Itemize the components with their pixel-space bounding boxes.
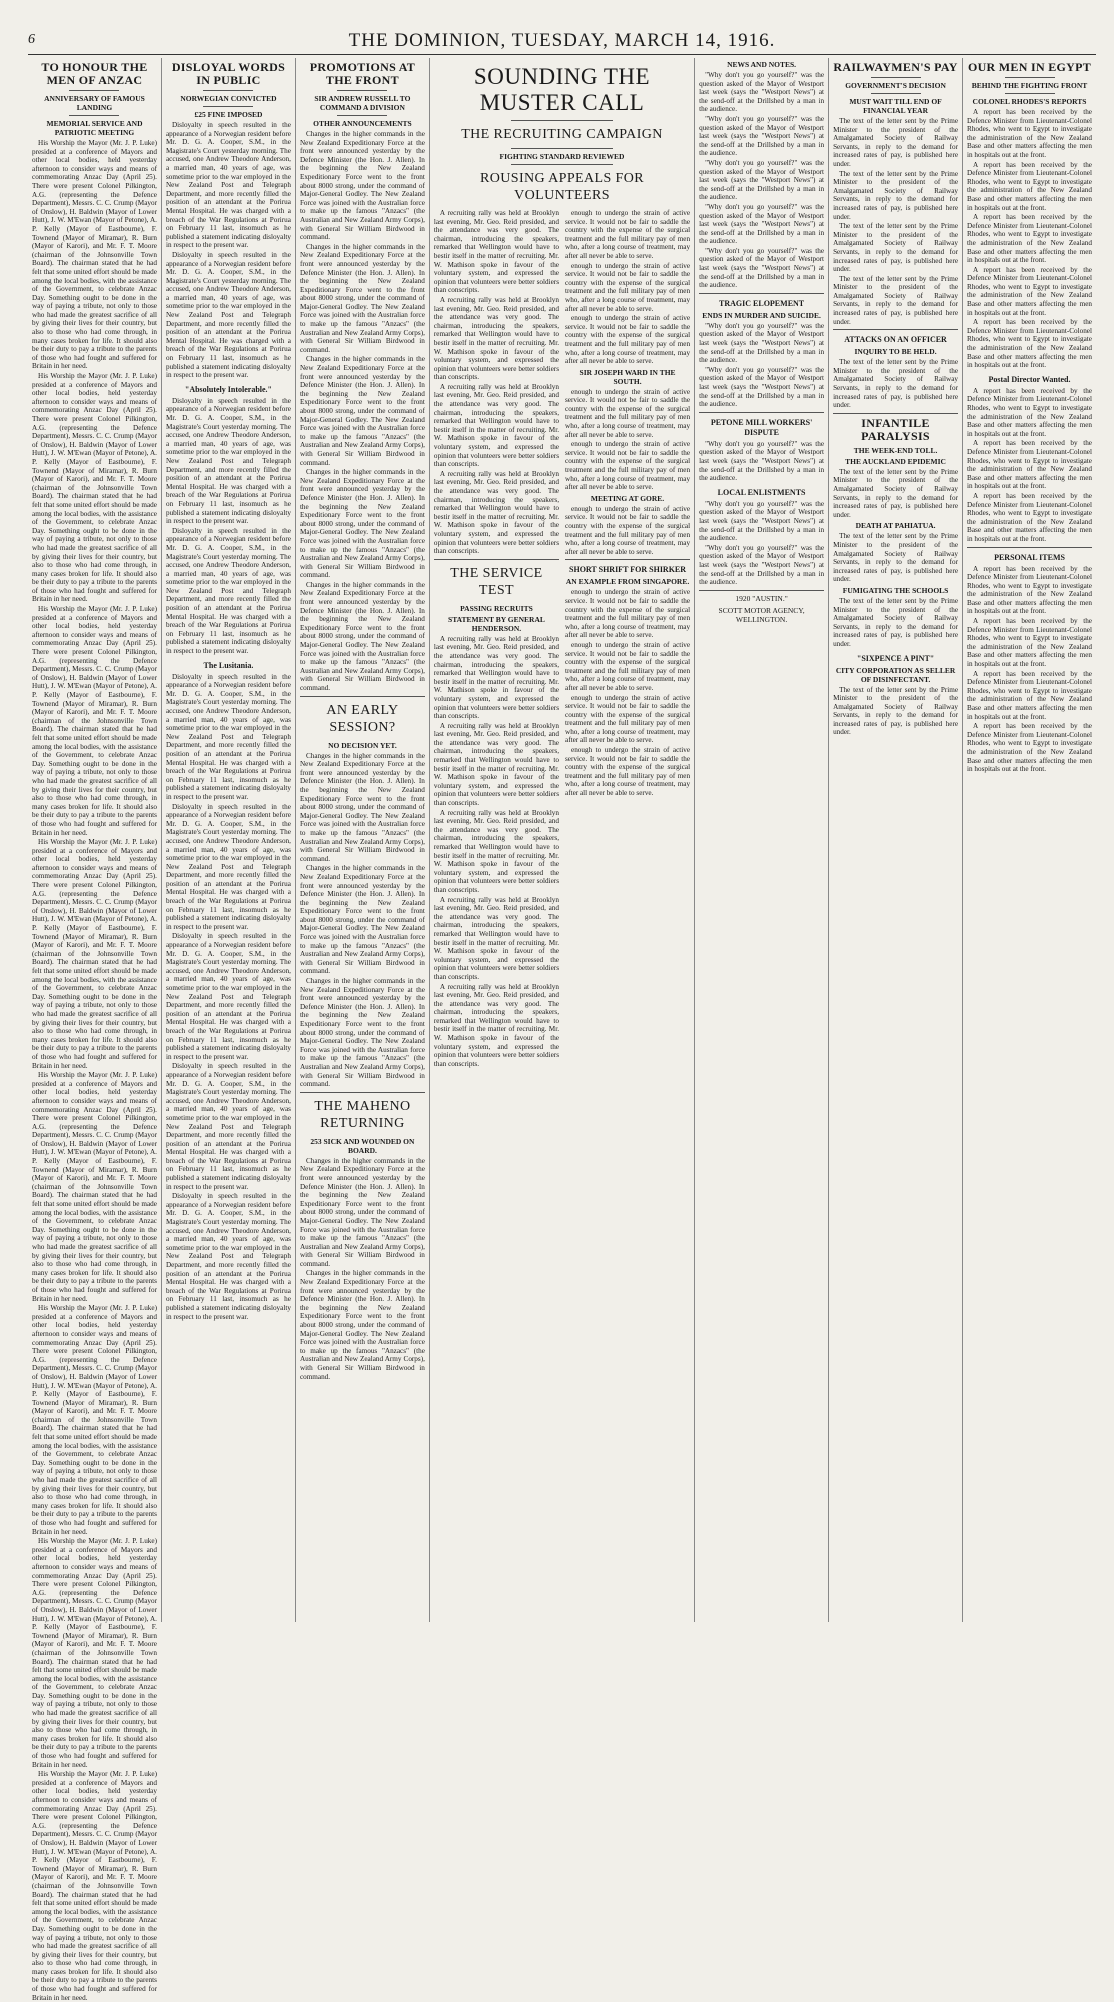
subhead-russell: SIR ANDREW RUSSELL TO COMMAND A DIVISION [314,94,411,112]
article-body: Disloyalty in speech resulted in the appearance of a Norwegian resident before Mr. D. G. A. Cooper, S.M., in the Magistrate's Court yesterday morning. The accused, one Andrew Theodore Anderson, a married man, 40 years of age, was sometime prior to the war employed in the New Zealand Post and Telegraph Department, and more recently filled the position of an attendant at the Porirua Mental Hospital. He was charged with a breach of the War Regulations at Porirua on February 11 last, insomuch as he published a statement indicating disloyalty in respect to the present war. [165,121,291,250]
subhead-singapore: AN EXAMPLE FROM SINGAPORE. [565,577,690,587]
subhead-henderson: STATEMENT BY GENERAL HENDERSON. [448,614,545,633]
article-body: The text of the letter sent by the Prime Minister to the president of the Amalgamated Society of Railway Servants, in reply to the demand for increased rates of pay, is published here under. [833,169,959,221]
article-body: "Why don't you go yourself?" was the question asked of the Mayor of Westport last week (says the "Westport News") at the send-off at the Drillshed by a man in the audience. [699,202,825,246]
subhead-murder: ENDS IN MURDER AND SUICIDE. [702,310,821,320]
newspaper-page [28,58,1096,2002]
article-body: A report has been received by the Defence Minister from Lieutenant-Colonel Rhodes, who went to Egypt to investigate the administration of the New Zealand Base and other matters affecting the men in hospitals out at the front. [967,108,1092,159]
article-body: A report has been received by the Defence Minister from Lieutenant-Colonel Rhodes, who went to Egypt to investigate the administration of the New Zealand Base and other matters affecting the men in hospitals out at the front. [967,722,1092,774]
article-body: Disloyalty in speech resulted in the appearance of a Norwegian resident before Mr. D. G. A. Cooper, S.M., in the Magistrate's Court yesterday morning. The accused, one Andrew Theodore Anderson, a married man, 40 years of age, was sometime prior to the war employed in the New Zealand Post and Telegraph Department, and more recently filled the position of an attendant at the Porirua Mental Hospital. He was charged with a breach of the War Regulations at Porirua on February 11 last, insomuch as he published a statement indicating disloyalty in respect to the present war. [165,1192,291,1321]
article-body: "Why don't you go yourself?" was the question asked of the Mayor of Westport last week (says the "Westport News") at the send-off at the Drillshed by a man in the audience. [699,365,825,409]
headline-disloyal: DISLOYAL WORDS IN PUBLIC [171,60,286,87]
article-body: enough to undergo the strain of active service. It would not be fair to saddle the country with the expense of the surgical treatment and the full military pay of men who, after a long course of treatment, may after all never be able to serve. [565,209,691,260]
article-body: Disloyalty in speech resulted in the appearance of a Norwegian resident before Mr. D. G. A. Cooper, S.M., in the Magistrate's Court yesterday morning. The accused, one Andrew Theodore Anderson, a married man, 40 years of age, was sometime prior to the war employed in the New Zealand Post and Telegraph Department, and more recently filled the position of an attendant at the Porirua Mental Hospital. He was charged with a breach of the War Regulations at Porirua on February 11 last, insomuch as he published a statement indicating disloyalty in respect to the present war. [165,672,291,801]
article-body: A recruiting rally was held at Brooklyn last evening, Mr. Geo. Reid presided, and the attendance was very good. The chairman, introducing the speakers, remarked that Wellington would have to bestir itself in the matter of recruiting. Mr. W. Mathison spoke in favour of the voluntary system, and expressed the opinion that volunteers were better soldiers than conscripts. [433,982,559,1068]
article-body: Changes in the higher commands in the New Zealand Expeditionary Force at the front were announced yesterday by the Defence Minister (the Hon. J. Allen). In the beginning the New Zealand Expeditionary Force went to the front about 8000 strong, under the command of Major-General Godley. The New Zealand Force was joined with the Australian force to make up the famous "Anzacs" (the Australian and New Zealand Army Corps), with General Sir William Birdwood in command. [299,1269,425,1381]
article-body: enough to undergo the strain of active service. It would not be fair to saddle the country with the expense of the surgical treatment and the full military pay of men who, after a long course of treatment, may after all never be able to serve. [565,261,691,313]
article-body: A report has been received by the Defence Minister from Lieutenant-Colonel Rhodes, who went to Egypt to investigate the administration of the New Zealand Base and other matters affecting the men in hospitals out at the front. [967,617,1092,669]
article-body: A recruiting rally was held at Brooklyn last evening, Mr. Geo. Reid presided, and the attendance was very good. The chairman, introducing the speakers, remarked that Wellington would have to bestir itself in the matter of recruiting. Mr. W. Mathison spoke in favour of the voluntary system, and expressed the opinion that volunteers were better soldiers than conscripts. [433,295,559,382]
article-body: The text of the letter sent by the Prime Minister to the president of the Amalgamated Society of Railway Servants, in reply to the demand for increased rates of pay, is published here under. [833,274,959,326]
headline-muster: SOUNDING THE MUSTER CALL [473,64,651,115]
article-body: "Why don't you go yourself?" was the question asked of the Mayor of Westport last week (says the "Westport News") at the send-off at the Drillshed by a man in the audience. [699,543,825,587]
article-body: enough to undergo the strain of active service. It would not be fair to saddle the country with the expense of the surgical treatment and the full military pay of men who, after a long course of treatment, may after all never be able to serve. [565,746,691,798]
article-body: His Worship the Mayor (Mr. J. P. Luke) presided at a conference of Mayors and other local bodies, held yesterday afternoon to consider ways and means of commemorating Anzac Day (April 25). There were present Colonel Pilkington, A.G. (representing the Defence Department), Messrs. C. C. Crump (Mayor of Onslow), H. Baldwin (Mayor of Lower Hutt), J. W. M'Ewan (Mayor of Petone), A. P. Kelly (Mayor of Eastbourne), F. Townend (Mayor of Miramar), R. Burn (Mayor of Karori), and Mr. F. T. Moore (chairman of the Johnsonville Town Board). The chairman stated that he had felt that some united effort should be made among the local bodies, with the assistance of the Government, to celebrate Anzac Day. Something ought to be done in the way of paying a tribute, not only to those who had made the greatest sacrifice of all by giving their lives for their country, but also to those who had come through, in many cases broken for life. It should also be their duty to pay a tribute to the parents of those who had fought and suffered for Britain in her need. [32,838,157,1070]
article-body: Disloyalty in speech resulted in the appearance of a Norwegian resident before Mr. D. G. A. Cooper, S.M., in the Magistrate's Court yesterday morning. The accused, one Andrew Theodore Anderson, a married man, 40 years of age, was sometime prior to the war employed in the New Zealand Post and Telegraph Department, and more recently filled the position of an attendant at the Porirua Mental Hospital. He was charged with a breach of the War Regulations at Porirua on February 11 last, insomuch as he published a statement indicating disloyalty in respect to the present war. [165,250,291,380]
headline-railwaymen: RAILWAYMEN'S PAY [833,60,958,74]
article-body: enough to undergo the strain of active service. It would not be fair to saddle the country with the expense of the surgical treatment and the full military pay of men who, after a long course of treatment, may after all never be able to serve. [565,314,691,366]
subhead-inquiry: INQUIRY TO BE HELD. [854,347,937,357]
subhead-news-notes: NEWS AND NOTES. [727,60,797,69]
column-promotions [296,58,430,1622]
article-body: His Worship the Mayor (Mr. J. P. Luke) presided at a conference of Mayors and other local bodies, held yesterday afternoon to consider ways and means of commemorating Anzac Day (April 25). There were present Colonel Pilkington, A.G. (representing the Defence Department), Messrs. C. C. Crump (Mayor of Onslow), H. Baldwin (Mayor of Lower Hutt), J. W. M'Ewan (Mayor of Petone), A. P. Kelly (Mayor of Eastbourne), F. Townend (Mayor of Miramar), R. Burn (Mayor of Karori), and Mr. F. T. Moore (chairman of the Johnsonville Town Board). The chairman stated that he had felt that some united effort should be made among the local bodies, with the assistance of the Government, to celebrate Anzac Day. Something ought to be done in the way of paying a tribute, not only to those who had made the greatest sacrifice of all by giving their lives for their country, but also to those who had come through, in many cases broken for life. It should also be their duty to pay a tribute to the parents of those who had fought and suffered for Britain in her need. [32,1537,157,1769]
article-body: Changes in the higher commands in the New Zealand Expeditionary Force at the front were announced yesterday by the Defence Minister (the Hon. J. Allen). In the beginning the New Zealand Expeditionary Force went to the front about 8000 strong, under the command of Major-General Godley. The New Zealand Force was joined with the Australian force to make up the famous "Anzacs" (the Australian and New Zealand Army Corps), with General Sir William Birdwood in command. [299,355,425,467]
article-body: His Worship the Mayor (Mr. J. P. Luke) presided at a conference of Mayors and other local bodies, held yesterday afternoon to consider ways and means of commemorating Anzac Day (April 25). There were present Colonel Pilkington, A.G. (representing the Defence Department), Messrs. C. C. Crump (Mayor of Onslow), H. Baldwin (Mayor of Lower Hutt), J. W. M'Ewan (Mayor of Petone), A. P. Kelly (Mayor of Eastbourne), F. Townend (Mayor of Miramar), R. Burn (Mayor of Karori), and Mr. F. T. Moore (chairman of the Johnsonville Town Board). The chairman stated that he had felt that some united effort should be made among the local bodies, with the assistance of the Government, to celebrate Anzac Day. Something ought to be done in the way of paying a tribute, not only to those who had made the greatest sacrifice of all by giving their lives for their country, but also to those who had come through, in many cases broken for life. It should also be their duty to pay a tribute to the parents of those who had fought and suffered for Britain in her need. [32,139,157,371]
article-body: enough to undergo the strain of active service. It would not be fair to saddle the country with the expense of the surgical treatment and the full military pay of men who, after a long course of treatment, may after all never be able to serve. [565,504,691,556]
article-body: A report has been received by the Defence Minister from Lieutenant-Colonel Rhodes, who went to Egypt to investigate the administration of the New Zealand Base and other matters affecting the men in hospitals out at the front. [967,160,1092,212]
masthead [28,30,1096,55]
article-body: A report has been received by the Defence Minister from Lieutenant-Colonel Rhodes, who went to Egypt to investigate the administration of the New Zealand Base and other matters affecting the men in hospitals out at the front. [967,491,1092,543]
article-body: "Why don't you go yourself?" was the question asked of the Mayor of Westport last week (says the "Westport News") at the send-off at the Drillshed by a man in the audience. [699,246,825,290]
subhead-pahiatua: DEATH AT PAHIATUA. [855,521,936,531]
article-body: His Worship the Mayor (Mr. J. P. Luke) presided at a conference of Mayors and other local bodies, held yesterday afternoon to consider ways and means of commemorating Anzac Day (April 25). There were present Colonel Pilkington, A.G. (representing the Defence Department), Messrs. C. C. Crump (Mayor of Onslow), H. Baldwin (Mayor of Lower Hutt), J. W. M'Ewan (Mayor of Petone), A. P. Kelly (Mayor of Eastbourne), F. Townend (Mayor of Miramar), R. Burn (Mayor of Karori), and Mr. F. T. Moore (chairman of the Johnsonville Town Board). The chairman stated that he had felt that some united effort should be made among the local bodies, with the assistance of the Government, to celebrate Anzac Day. Something ought to be done in the way of paying a tribute, not only to those who had made the greatest sacrifice of all by giving their lives for their country, but also to those who had come through, in many cases broken for life. It should also be their duty to pay a tribute to the parents of those who had fought and suffered for Britain in her need. [32,1071,157,1303]
article-body: His Worship the Mayor (Mr. J. P. Luke) presided at a conference of Mayors and other local bodies, held yesterday afternoon to consider ways and means of commemorating Anzac Day (April 25). There were present Colonel Pilkington, A.G. (representing the Defence Department), Messrs. C. C. Crump (Mayor of Onslow), H. Baldwin (Mayor of Lower Hutt), J. W. M'Ewan (Mayor of Petone), A. P. Kelly (Mayor of Eastbourne), F. Townend (Mayor of Miramar), R. Burn (Mayor of Karori), and Mr. F. T. Moore (chairman of the Johnsonville Town Board). The chairman stated that he had felt that some united effort should be made among the local bodies, with the assistance of the Government, to celebrate Anzac Day. Something ought to be done in the way of paying a tribute, not only to those who had made the greatest sacrifice of all by giving their lives for their country, but also to those who had come through, in many cases broken for life. It should also be their duty to pay a tribute to the parents of those who had fought and suffered for Britain in her need. [32,605,157,837]
article-body: Changes in the higher commands in the New Zealand Expeditionary Force at the front were announced yesterday by the Defence Minister (the Hon. J. Allen). In the beginning the New Zealand Expeditionary Force went to the front about 8000 strong, under the command of Major-General Godley. The New Zealand Force was joined with the Australian force to make up the famous "Anzacs" (the Australian and New Zealand Army Corps), with General Sir William Birdwood in command. [299,1156,425,1268]
newspaper-title: THE DOMINION, TUESDAY, MARCH 14, 1916. [348,30,776,51]
article-body: His Worship the Mayor (Mr. J. P. Luke) presided at a conference of Mayors and other local bodies, held yesterday afternoon to consider ways and means of commemorating Anzac Day (April 25). There were present Colonel Pilkington, A.G. (representing the Defence Department), Messrs. C. C. Crump (Mayor of Onslow), H. Baldwin (Mayor of Lower Hutt), J. W. M'Ewan (Mayor of Petone), A. P. Kelly (Mayor of Eastbourne), F. Townend (Mayor of Miramar), R. Burn (Mayor of Karori), and Mr. F. T. Moore (chairman of the Johnsonville Town Board). The chairman stated that he had felt that some united effort should be made among the local bodies, with the assistance of the Government, to celebrate Anzac Day. Something ought to be done in the way of paying a tribute, not only to those who had made the greatest sacrifice of all by giving their lives for their country, but also to those who had come through, in many cases broken for life. It should also be their duty to pay a tribute to the parents of those who had fought and suffered for Britain in her need. [32,1304,157,1536]
subhead-week-end: THE WEEK-END TOLL. [853,445,938,455]
article-body: A report has been received by the Defence Minister from Lieutenant-Colonel Rhodes, who went to Egypt to investigate the administration of the New Zealand Base and other matters affecting the men in hospitals out at the front. [967,386,1092,438]
headline-elopement: TRAGIC ELOPEMENT [719,298,805,308]
subhead-other: OTHER ANNOUNCEMENTS [313,119,412,128]
article-body: A recruiting rally was held at Brooklyn last evening, Mr. Geo. Reid presided, and the attendance was very good. The chairman, introducing the speakers, remarked that Wellington would have to bestir itself in the matter of recruiting. Mr. W. Mathison spoke in favour of the voluntary system, and expressed the opinion that volunteers were better soldiers than conscripts. [433,634,559,721]
headline-maheno: THE MAHENO RETURNING [314,1098,411,1131]
article-body: Changes in the higher commands in the New Zealand Expeditionary Force at the front were announced yesterday by the Defence Minister (the Hon. J. Allen). In the beginning the New Zealand Expeditionary Force went to the front about 8000 strong, under the command of Major-General Godley. The New Zealand Force was joined with the Australian force to make up the famous "Anzacs" (the Australian and New Zealand Army Corps), with General Sir William Birdwood in command. [299,468,425,580]
article-body: Disloyalty in speech resulted in the appearance of a Norwegian resident before Mr. D. G. A. Cooper, S.M., in the Magistrate's Court yesterday morning. The accused, one Andrew Theodore Anderson, a married man, 40 years of age, was sometime prior to the war employed in the New Zealand Post and Telegraph Department, and more recently filled the position of an attendant at the Porirua Mental Hospital. He was charged with a breach of the War Regulations at Porirua on February 11 last, insomuch as he published a statement indicating disloyalty in respect to the present war. [165,932,291,1061]
article-body: "Why don't you go yourself?" was the question asked of the Mayor of Westport last week (says the "Westport News") at the send-off at the Drillshed by a man in the audience. [699,114,825,158]
article-body: The text of the letter sent by the Prime Minister to the president of the Amalgamated Society of Railway Servants, in reply to the demand for increased rates of pay, is published here under. [833,117,959,168]
article-body: His Worship the Mayor (Mr. J. P. Luke) presided at a conference of Mayors and other local bodies, held yesterday afternoon to consider ways and means of commemorating Anzac Day (April 25). There were present Colonel Pilkington, A.G. (representing the Defence Department), Messrs. C. C. Crump (Mayor of Onslow), H. Baldwin (Mayor of Lower Hutt), J. W. M'Ewan (Mayor of Petone), A. P. Kelly (Mayor of Eastbourne), F. Townend (Mayor of Miramar), R. Burn (Mayor of Karori), and Mr. F. T. Moore (chairman of the Johnsonville Town Board). The chairman stated that he had felt that some united effort should be made among the local bodies, with the assistance of the Government, to celebrate Anzac Day. Something ought to be done in the way of paying a tribute, not only to those who had made the greatest sacrifice of all by giving their lives for their country, but also to those who had come through, in many cases broken for life. It should also be their duty to pay a tribute to the parents of those who had fought and suffered for Britain in her need. [32,1770,157,2002]
article-body: enough to undergo the strain of active service. It would not be fair to saddle the country with the expense of the surgical treatment and the full military pay of men who, after a long course of treatment, may after all never be able to serve. [565,440,691,492]
article-body: The text of the letter sent by the Prime Minister to the president of the Amalgamated Society of Railway Servants, in reply to the demand for increased rates of pay, is published here under. [833,222,959,274]
article-body: enough to undergo the strain of active service. It would not be fair to saddle the country with the expense of the surgical treatment and the full military pay of men who, after a long course of treatment, may after all never be able to serve. [565,693,691,745]
subhead-rousing: ROUSING APPEALS FOR VOLUNTEERS [480,171,644,203]
column-muster-call [430,58,695,1622]
article-body: "Why don't you go yourself?" was the question asked of the Mayor of Westport last week (says the "Westport News") at the send-off at the Drillshed by a man in the audience. [699,71,825,114]
headline-session: AN EARLY SESSION? [326,702,399,735]
article-body: Disloyalty in speech resulted in the appearance of a Norwegian resident before Mr. D. G. A. Cooper, S.M., in the Magistrate's Court yesterday morning. The accused, one Andrew Theodore Anderson, a married man, 40 years of age, was sometime prior to the war employed in the New Zealand Post and Telegraph Department, and more recently filled the position of an attendant at the Porirua Mental Hospital. He was charged with a breach of the War Regulations at Porirua on February 11 last, insomuch as he published a statement indicating disloyalty in respect to the present war. [165,802,291,931]
article-body: Changes in the higher commands in the New Zealand Expeditionary Force at the front were announced yesterday by the Defence Minister (the Hon. J. Allen). In the beginning the New Zealand Expeditionary Force went to the front about 8000 strong, under the command of Major-General Godley. The New Zealand Force was joined with the Australian force to make up the famous "Anzacs" (the Australian and New Zealand Army Corps), with General Sir William Birdwood in command. [299,977,425,1089]
subhead-epidemic: THE AUCKLAND EPIDEMIC [845,456,946,466]
column-news-notes [695,58,829,1622]
headline-personal: PERSONAL ITEMS [994,552,1065,562]
subhead-intolerable: "Absolutely Intolerable." [184,384,272,394]
headline-sixpence: "SIXPENCE A PINT" [856,653,935,663]
article-body: Changes in the higher commands in the New Zealand Expeditionary Force at the front were announced yesterday by the Defence Minister (the Hon. J. Allen). In the beginning the New Zealand Expeditionary Force went to the front about 8000 strong, under the command of Major-General Godley. The New Zealand Force was joined with the Australian force to make up the famous "Anzacs" (the Australian and New Zealand Army Corps), with General Sir William Birdwood in command. [299,751,425,863]
subhead-decision: NO DECISION YET. [328,740,397,750]
article-body: Changes in the higher commands in the New Zealand Expeditionary Force at the front were announced yesterday by the Defence Minister (the Hon. J. Allen). In the beginning the New Zealand Expeditionary Force went to the front about 8000 strong, under the command of Major-General Godley. The New Zealand Force was joined with the Australian force to make up the famous "Anzacs" (the Australian and New Zealand Army Corps), with General Sir William Birdwood in command. [299,864,425,976]
subhead-sick: 253 SICK AND WOUNDED ON BOARD. [310,1136,415,1155]
subhead-ward: SIR JOSEPH WARD IN THE SOUTH. [579,367,676,386]
article-body: A recruiting rally was held at Brooklyn last evening, Mr. Geo. Reid presided, and the attendance was very good. The chairman, introducing the speakers, remarked that Wellington would have to bestir itself in the matter of recruiting. Mr. W. Mathison spoke in favour of the voluntary system, and expressed the opinion that volunteers were better soldiers than conscripts. [433,209,559,295]
subhead-disinfectant: CITY CORPORATION AS SELLER OF DISINFECTANT. [835,665,956,684]
article-body: A recruiting rally was held at Brooklyn last evening, Mr. Geo. Reid presided, and the attendance was very good. The chairman, introducing the speakers, remarked that Wellington would have to bestir itself in the matter of recruiting. Mr. W. Mathison spoke in favour of the voluntary system, and expressed the opinion that volunteers were better soldiers than conscripts. [433,721,559,808]
headline-enlistments: LOCAL ENLISTMENTS [717,487,806,497]
subhead-memorial: MEMORIAL SERVICE AND PATRIOTIC MEETING [46,119,143,137]
headline-attacks: ATTACKS ON AN OFFICER [844,335,947,345]
article-body: A report has been received by the Defence Minister from Lieutenant-Colonel Rhodes, who went to Egypt to investigate the administration of the New Zealand Base and other matters affecting the men in hospitals out at the front. [967,669,1092,721]
article-body: Disloyalty in speech resulted in the appearance of a Norwegian resident before Mr. D. G. A. Cooper, S.M., in the Magistrate's Court yesterday morning. The accused, one Andrew Theodore Anderson, a married man, 40 years of age, was sometime prior to the war employed in the New Zealand Post and Telegraph Department, and more recently filled the position of an attendant at the Porirua Mental Hospital. He was charged with a breach of the War Regulations at Porirua on February 11 last, insomuch as he published a statement indicating disloyalty in respect to the present war. [165,526,291,656]
article-body: The text of the letter sent by the Prime Minister to the president of the Amalgamated Society of Railway Servants, in reply to the demand for increased rates of pay, is published here under. [833,358,959,410]
headline-petone: PETONE MILL WORKERS' DISPUTE [710,417,813,437]
subhead-fighting: FIGHTING STANDARD REVIEWED [499,152,625,161]
subhead-passing: PASSING RECRUITS [460,603,533,613]
headline-promotions: PROMOTIONS AT THE FRONT [309,60,416,87]
article-body: enough to undergo the strain of active service. It would not be fair to saddle the country with the expense of the surgical treatment and the full military pay of men who, after a long course of treatment, may after all never be able to serve. [565,640,691,692]
article-body: "Why don't you go yourself?" was the question asked of the Mayor of Westport last week (says the "Westport News") at the send-off at the Drillshed by a man in the audience. [699,439,825,483]
subhead-gore: MEETING AT GORE. [590,493,665,503]
subhead-lusitania: The Lusitania. [203,660,254,670]
article-body: A recruiting rally was held at Brooklyn last evening, Mr. Geo. Reid presided, and the attendance was very good. The chairman, introducing the speakers, remarked that Wellington would have to bestir itself in the matter of recruiting. Mr. W. Mathison spoke in favour of the voluntary system, and expressed the opinion that volunteers were better soldiers than conscripts. [433,808,559,894]
article-body: The text of the letter sent by the Prime Minister to the president of the Amalgamated Society of Railway Servants, in reply to the demand for increased rates of pay, is published here under. [833,532,959,584]
article-body: A report has been received by the Defence Minister from Lieutenant-Colonel Rhodes, who went to Egypt to investigate the administration of the New Zealand Base and other matters affecting the men in hospitals out at the front. [967,318,1092,370]
headline-egypt: OUR MEN IN EGYPT [967,60,1092,74]
article-body: A report has been received by the Defence Minister from Lieutenant-Colonel Rhodes, who went to Egypt to investigate the administration of the New Zealand Base and other matters affecting the men in hospitals out at the front. [967,213,1092,265]
article-body: Disloyalty in speech resulted in the appearance of a Norwegian resident before Mr. D. G. A. Cooper, S.M., in the Magistrate's Court yesterday morning. The accused, one Andrew Theodore Anderson, a married man, 40 years of age, was sometime prior to the war employed in the New Zealand Post and Telegraph Department, and more recently filled the position of an attendant at the Porirua Mental Hospital. He was charged with a breach of the War Regulations at Porirua on February 11 last, insomuch as he published a statement indicating disloyalty in respect to the present war. [165,396,291,526]
article-body: Changes in the higher commands in the New Zealand Expeditionary Force at the front were announced yesterday by the Defence Minister (the Hon. J. Allen). In the beginning the New Zealand Expeditionary Force went to the front about 8000 strong, under the command of Major-General Godley. The New Zealand Force was joined with the Australian force to make up the famous "Anzacs" (the Australian and New Zealand Army Corps), with General Sir William Birdwood in command. [299,580,425,692]
article-body: A recruiting rally was held at Brooklyn last evening, Mr. Geo. Reid presided, and the attendance was very good. The chairman, introducing the speakers, remarked that Wellington would have to bestir itself in the matter of recruiting. Mr. W. Mathison spoke in favour of the voluntary system, and expressed the opinion that volunteers were better soldiers than conscripts. [433,382,559,469]
article-body: enough to undergo the strain of active service. It would not be fair to saddle the country with the expense of the surgical treatment and the full military pay of men who, after a long course of treatment, may after all never be able to serve. [565,387,691,439]
subhead-rhodes: COLONEL RHODES'S REPORTS [972,97,1087,106]
article-body: The text of the letter sent by the Prime Minister to the president of the Amalgamated Society of Railway Servants, in reply to the demand for increased rates of pay, is published here under. [833,596,959,648]
article-body: Changes in the higher commands in the New Zealand Expeditionary Force at the front were announced yesterday by the Defence Minister (the Hon. J. Allen). In the beginning the New Zealand Expeditionary Force went to the front about 8000 strong, under the command of Major-General Godley. The New Zealand Force was joined with the Australian force to make up the famous "Anzacs" (the Australian and New Zealand Army Corps), with General Sir William Birdwood in command. [299,242,425,354]
advertisement-agency: SCOTT MOTOR AGENCY, WELLINGTON. [718,606,805,624]
article-body: Changes in the higher commands in the New Zealand Expeditionary Force at the front were announced yesterday by the Defence Minister (the Hon. J. Allen). In the beginning the New Zealand Expeditionary Force went to the front about 8000 strong, under the command of Major-General Godley. The New Zealand Force was joined with the Australian force to make up the famous "Anzacs" (the Australian and New Zealand Army Corps), with General Sir William Birdwood in command. [299,130,425,242]
headline-paralysis: INFANTILE PARALYSIS [861,415,930,443]
headline-service-test: THE SERVICE TEST [450,565,543,598]
subhead-norwegian: NORWEGIAN CONVICTED [180,94,277,103]
subhead-anniversary: ANNIVERSARY OF FAMOUS LANDING [44,94,145,112]
column-disloyal [162,58,296,1622]
subhead-recruiting: THE RECRUITING CAMPAIGN [461,127,663,142]
subhead-behind: BEHIND THE FIGHTING FRONT [971,81,1088,90]
article-body: "Why don't you go yourself?" was the question asked of the Mayor of Westport last week (says the "Westport News") at the send-off at the Drillshed by a man in the audience. [699,321,825,365]
article-body: A recruiting rally was held at Brooklyn last evening, Mr. Geo. Reid presided, and the attendance was very good. The chairman, introducing the speakers, remarked that Wellington would have to bestir itself in the matter of recruiting. Mr. W. Mathison spoke in favour of the voluntary system, and expressed the opinion that volunteers were better soldiers than conscripts. [433,895,559,981]
page-number: 6 [28,32,35,47]
column-anzac [28,58,162,2002]
article-body: A report has been received by the Defence Minister from Lieutenant-Colonel Rhodes, who went to Egypt to investigate the administration of the New Zealand Base and other matters affecting the men in hospitals out at the front. [967,265,1092,317]
article-body: His Worship the Mayor (Mr. J. P. Luke) presided at a conference of Mayors and other local bodies, held yesterday afternoon to consider ways and means of commemorating Anzac Day (April 25). There were present Colonel Pilkington, A.G. (representing the Defence Department), Messrs. C. C. Crump (Mayor of Onslow), H. Baldwin (Mayor of Lower Hutt), J. W. M'Ewan (Mayor of Petone), A. P. Kelly (Mayor of Eastbourne), F. Townend (Mayor of Miramar), R. Burn (Mayor of Karori), and Mr. F. T. Moore (chairman of the Johnsonville Town Board). The chairman stated that he had felt that some united effort should be made among the local bodies, with the assistance of the Government, to celebrate Anzac Day. Something ought to be done in the way of paying a tribute, not only to those who had made the greatest sacrifice of all by giving their lives for their country, but also to those who had come through, in many cases broken for life. It should also be their duty to pay a tribute to the parents of those who had fought and suffered for Britain in her need. [32,372,157,604]
advertisement-austin: 1920 "AUSTIN." [735,593,788,603]
article-body: A recruiting rally was held at Brooklyn last evening, Mr. Geo. Reid presided, and the attendance was very good. The chairman, introducing the speakers, remarked that Wellington would have to bestir itself in the matter of recruiting. Mr. W. Mathison spoke in favour of the voluntary system, and expressed the opinion that volunteers were better soldiers than conscripts. [433,469,559,556]
article-body: "Why don't you go yourself?" was the question asked of the Mayor of Westport last week (says the "Westport News") at the send-off at the Drillshed by a man in the audience. [699,499,825,543]
article-body: A report has been received by the Defence Minister from Lieutenant-Colonel Rhodes, who went to Egypt to investigate the administration of the New Zealand Base and other matters affecting the men in hospitals out at the front. [967,564,1092,616]
article-body: "Why don't you go yourself?" was the question asked of the Mayor of Westport last week (says the "Westport News") at the send-off at the Drillshed by a man in the audience. [699,158,825,202]
column-railwaymen [829,58,963,1622]
headline-anzac: TO HONOUR THE MEN OF ANZAC [41,60,148,87]
article-body: The text of the letter sent by the Prime Minister to the president of the Amalgamated Society of Railway Servants, in reply to the demand for increased rates of pay, is published here under. [833,685,959,737]
article-body: enough to undergo the strain of active service. It would not be fair to saddle the country with the expense of the surgical treatment and the full military pay of men who, after a long course of treatment, may after all never be able to serve. [565,588,691,640]
subhead-financial-year: MUST WAIT TILL END OF FINANCIAL YEAR [849,97,942,115]
headline-shirker: SHORT SHRIFT FOR SHIRKER [569,565,687,575]
article-body: Disloyalty in speech resulted in the appearance of a Norwegian resident before Mr. D. G. A. Cooper, S.M., in the Magistrate's Court yesterday morning. The accused, one Andrew Theodore Anderson, a married man, 40 years of age, was sometime prior to the war employed in the New Zealand Post and Telegraph Department, and more recently filled the position of an attendant at the Porirua Mental Hospital. He was charged with a breach of the War Regulations at Porirua on February 11 last, insomuch as he published a statement indicating disloyalty in respect to the present war. [165,1062,291,1191]
subhead-fine: £25 FINE IMPOSED [194,110,263,119]
article-body: The text of the letter sent by the Prime Minister to the president of the Amalgamated Society of Railway Servants, in reply to the demand for increased rates of pay, is published here under. [833,467,959,519]
article-body: A report has been received by the Defence Minister from Lieutenant-Colonel Rhodes, who went to Egypt to investigate the administration of the New Zealand Base and other matters affecting the men in hospitals out at the front. [967,439,1092,491]
subhead-government: GOVERNMENT'S DECISION [845,81,946,90]
subhead-postal: Postal Director Wanted. [988,374,1071,384]
subhead-fumigating: FUMIGATING THE SCHOOLS [842,585,949,595]
column-egypt [963,58,1096,1622]
